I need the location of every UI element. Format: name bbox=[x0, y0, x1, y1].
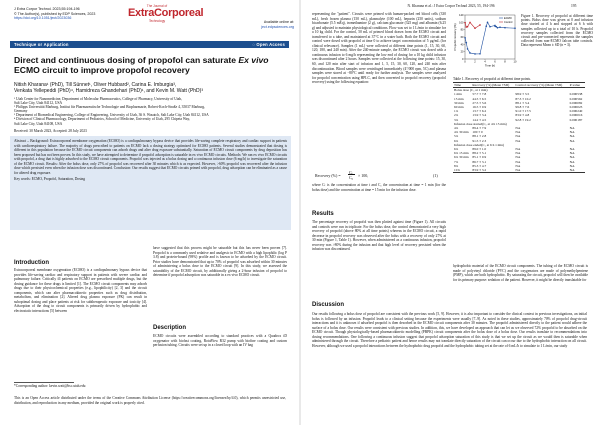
figure-1-caption: Figure 1. Recovery of propofol at different time points. Bolus dose was given at 0 and infusion dose started at 4 h and stopped at 6 h with samples collected up to a total of 10 h. Propofol recovery samples collected from the ECMO circuit and pre-connected represents the samples collected from non-ECMO falcon tube controls. Data represent Mean ± SD (n = 3). bbox=[521, 14, 593, 48]
table-header-time: Time bbox=[453, 83, 471, 88]
table-header-recovery: Recovery (%) (Mean ±SD) bbox=[471, 83, 514, 88]
data-point-ecmo bbox=[504, 27, 506, 29]
data-point-ecmo bbox=[467, 48, 469, 50]
x-axis-label: Time (h) bbox=[484, 63, 496, 68]
table-cell: NA bbox=[515, 163, 521, 168]
table-cell: NA bbox=[569, 159, 575, 164]
affiliation-1b: Salt Lake City, Utah 84112, USA bbox=[14, 101, 63, 106]
table-1 bbox=[453, 82, 585, 173]
article-title bbox=[14, 55, 294, 75]
table-cell: NA bbox=[569, 163, 575, 168]
table-cell: 0.000538 bbox=[569, 92, 583, 97]
table-cell: NA bbox=[515, 138, 521, 143]
equation-multiplier: × 100, bbox=[358, 173, 369, 178]
affiliation-1: ¹ Utah Center for Nanomedicine, Department of Molecular Pharmaceutics, College of Pharmacy, University of Utah, bbox=[14, 97, 183, 101]
table-cell: NA bbox=[515, 159, 521, 164]
title-line-2: ECMO circuit to improve propofol recovery bbox=[14, 65, 190, 75]
title-line-1: Direct and continuous dosing of propofol can saturate bbox=[14, 55, 237, 65]
open-access-badge bbox=[252, 41, 285, 48]
table-cell: 6 h 30 min bbox=[454, 155, 469, 160]
discussion-heading: Discussion bbox=[312, 302, 345, 308]
equation-lhs: Recovery (%) = bbox=[315, 173, 341, 178]
results-text: The percentage recovery of propofol was then plotted against time (Figure 1). All circuits and controls were run in triplicate. For the bolus dose, the control demonstrated a very high recovery of propofol (above 80% at all time points) whereas in the ECMO circuit, a rapid decrease in propofol recovery was observed after the bolus with a recovery of only 27% at 30 min (Figure 1, Table 1). However, when administered as a continuous infusion, propofol recovery was >80% during the infusion and that high level of recovery persisted when the infusion was discontinued. bbox=[312, 220, 446, 252]
table-cell: NA bbox=[569, 130, 575, 135]
data-point-ecmo bbox=[469, 52, 471, 54]
table-cell: 0.000016 bbox=[569, 113, 583, 118]
running-head: N. Kharana et al.: J Extra Corpor Technol 2023, 55, 194-196 bbox=[407, 4, 495, 8]
table-cell: 13.9 ± 3.4 bbox=[472, 113, 487, 118]
table-cell: 91.0 ± 17.5 bbox=[515, 109, 531, 114]
abstract-box bbox=[10, 136, 291, 230]
author-list bbox=[14, 82, 294, 94]
data-point-control bbox=[479, 24, 481, 26]
data-point-ecmo bbox=[497, 27, 499, 29]
data-point-control bbox=[474, 27, 476, 29]
affiliation-2: ² Philipps Universität Marburg, Institut für Pharmazeutische Technologie und Biopharmazie, Robert-Koch-Straße 4, 35037 Marburg, bbox=[14, 105, 205, 110]
data-point-ecmo bbox=[479, 53, 481, 55]
footnote-divider bbox=[14, 382, 74, 383]
affiliation-4b: Salt Lake City, Utah 84108, USA bbox=[14, 121, 63, 126]
license-footer: This is an Open Access article distributed under the terms of the Creative Commons Attribution License (https://creativecommons.org/licenses/by/4.0), which permits unrestricted use, distribution, and reproduction in any medium, provided the original work is properly cited. bbox=[14, 396, 286, 405]
abstract-text: Abstract – Background: Extracorporeal membrane oxygenation (ECMO) is a cardiopulmonary bypass device that provides life-saving complete respiratory and cardiac support in patients with cardiorespiratory failure. The majority of drugs prescribed to patients on ECMO lack a dosing strategy optimized for ECMO patients. Several studies demonstrated that dosing is different in this population because the ECMO circuit components can adsorb drugs and alter drug exposure substantially. Saturation of ECMO circuit components by drug deposition has been proposed but has not been proven. In this study, we have attempted to determine if propofol adsorption is saturable in ex vivo ECMO circuits. Methods: We ran ex vivo ECMO circuits with propofol, a drug that is highly adsorbed to the ECMO circuit components. Propofol was injected as a bolus dosing and a continuous infusion dose (6 mg/h) to investigate the saturation of the ECMO circuit. Results: After the bolus dose, only 27% of propofol was recovered after 30 minutes which is as expected. However, >60% propofol was recovered after the infusion dose which persisted even when the infusion dose was discontinued. Conclusion: Our results suggest that ECMO circuits primed with propofol, drug adsorption can be eliminated as a cause for altered drug exposure. bbox=[14, 139, 287, 175]
y-tick-label: 80 bbox=[460, 28, 464, 32]
figure-1-chart bbox=[453, 11, 519, 73]
data-point-ecmo bbox=[499, 26, 501, 28]
table-cell: 16.5 ± 0.9 bbox=[472, 105, 487, 110]
table-cell: 4 h bbox=[454, 126, 459, 131]
corresponding-author[interactable]: *Corresponding author: kevin.watt@hsc.utah.edu bbox=[14, 384, 86, 388]
left-page bbox=[0, 0, 299, 425]
table-cell: 83.9 ± 3.2 bbox=[471, 168, 514, 173]
table-section-label: Infusion dose started(C₀ at 4 h 15 min) bbox=[454, 121, 507, 126]
table-1-caption: Table 1. Recovery of propofol at different time points. bbox=[453, 77, 531, 81]
table-cell: 0.000082 bbox=[569, 100, 583, 105]
table-cell: NA bbox=[569, 155, 575, 160]
table-cell: 1 h bbox=[454, 109, 459, 114]
data-point-control bbox=[464, 22, 466, 24]
equation-denominator: C₀ bbox=[349, 175, 354, 180]
legend-label: Control bbox=[504, 21, 513, 24]
table-cell: 85.1 ± 0.9 bbox=[472, 155, 487, 160]
table-cell: 100 ± 0 bbox=[472, 130, 483, 135]
journal-url-link[interactable]: ject.edpsciences.org bbox=[261, 24, 294, 29]
table-row bbox=[453, 168, 585, 173]
y-tick-label: 40 bbox=[460, 43, 464, 47]
table-cell: 15 min bbox=[454, 96, 464, 101]
data-point-ecmo bbox=[487, 22, 489, 24]
table-cell: NA bbox=[569, 138, 575, 143]
x-tick-label: 10 bbox=[513, 60, 517, 64]
table-cell: 85.3 ± 4.7 bbox=[472, 163, 487, 168]
y-axis-label: Propofol recovery (%) bbox=[453, 23, 457, 51]
doi-link[interactable]: https://doi.org/10.1051/ject/2023036 bbox=[14, 16, 72, 21]
table-cell: 86.7 ± 3.1 bbox=[472, 159, 487, 164]
table-cell: NA bbox=[569, 126, 575, 131]
table-cell: 44.5 ± 6.5 bbox=[472, 96, 487, 101]
table-cell: 88.1 ± 2.8 bbox=[472, 134, 487, 139]
right-page bbox=[301, 0, 600, 425]
affiliation-2b: Germany bbox=[14, 109, 28, 114]
table-cell: 6 h bbox=[454, 147, 459, 152]
x-tick-label: 4 bbox=[484, 60, 486, 64]
data-point-control bbox=[469, 22, 471, 24]
recovery-equation bbox=[315, 170, 445, 182]
x-tick-label: 8 bbox=[504, 60, 506, 64]
description-text: ECMO circuits were assembled according to standard practices with a Quadrox iD oxygenator with biofast coating, RotaFlow R32 pump with biofine coating and custom perfusion tubing. Circuits were set up in a closed loop with an IV bag bbox=[153, 334, 287, 348]
authors-line-2: Venkata Yellepeddi (PhD)⁴, Hamidreza Ghandehari (PhD)¹, and Kevin M. Watt (PhD)³ bbox=[14, 88, 203, 94]
table-cell: NA bbox=[515, 130, 521, 135]
availability bbox=[226, 20, 294, 29]
affiliations bbox=[14, 97, 294, 126]
table-cell: 8 h bbox=[454, 163, 459, 168]
table-cell: 5 h bbox=[454, 134, 459, 139]
methods-text: representing the "patient". Circuits were primed with human-packed red blood cells (330 mL), fresh frozen plasma (150 mL), plasmalyte (100 mL), heparin (250 units), sodium bicarbonate (5.5 mEq), tromethamine (2 g), calcium gluconate (325 mg) and albumin (6.25 g) and adjusted to maintain physiological conditions. Flow was set to 1 L/min to simulate for a 10 kg child. For the control, 50 mL of primed blood drawn from the ECMO circuit and transferred to a tube, and maintained at 37°C in a water bath. Both the ECMO circuit and control were dosed with propofol at time 0 to achieve target concentration of 5 µg/mL (for clinical relevance). Samples (1 mL) were collected at different time points (1, 15, 30, 60, 120, 180, and 240 min). After the 240-minute sample, the ECMO circuit was dosed with a continuous infusion to 6 mg/h representing the low end of dosing for a 10 kg child infusion was discontinued after 2 hours. Samples were collected at the following time points: 15, 30, 60, and 120 min after start of infusion and 1, 5, 15, 30, 60, 120, and 240 min after discontinuation. Blood samples were centrifuged immediately (4°/000 rpm, 5C) and plasma samples were stored at −80°C until ready for further analysis. The samples were analyzed for propofol concentration using HPLC, and then converted to propofol recovery (propofol recovery) using the following equation: bbox=[312, 12, 446, 85]
available-label: Available online at: bbox=[263, 20, 294, 24]
table-cell: 57.7 ± 7.8 bbox=[472, 92, 487, 97]
y-tick-label: 100 bbox=[459, 21, 464, 25]
journal-line-2: © The Author(s), published by EDP Sciences, 2023 bbox=[14, 11, 96, 16]
table-cell: NA bbox=[515, 147, 521, 152]
table-cell: 89.0 ± 1.0 bbox=[472, 147, 487, 152]
table-header-control: Control recovery (%) (Mean ±SD) bbox=[514, 83, 568, 88]
section-label: Technique or Application bbox=[14, 42, 69, 47]
table-cell: NA bbox=[569, 134, 575, 139]
table-header-pvalue: P-value bbox=[569, 83, 585, 88]
table-section-label: Bolus dose (C₀ at 1 min) bbox=[454, 88, 488, 93]
table-cell: 30 min bbox=[454, 100, 464, 105]
x-tick-label: 6 bbox=[494, 60, 496, 64]
table-cell: NA bbox=[515, 155, 521, 160]
table-cell: 4 h 30 min bbox=[454, 130, 469, 135]
y-tick-label: 120 bbox=[459, 14, 464, 17]
table-cell: 6 h 15 min bbox=[454, 151, 469, 156]
table-cell: NA bbox=[515, 151, 521, 156]
data-point-ecmo bbox=[465, 42, 467, 44]
x-tick-label: 0 bbox=[464, 60, 466, 64]
section-banner bbox=[10, 41, 289, 48]
journal-line-1: J Extra Corpor Technol. 2023;55:194-196 bbox=[14, 7, 80, 11]
open-access-label: Open Access bbox=[256, 42, 285, 47]
table-cell: NA bbox=[514, 168, 568, 173]
table-cell: 2 h bbox=[454, 113, 459, 118]
journal-citation bbox=[14, 7, 124, 21]
open-access-icon: ◌ bbox=[252, 42, 257, 47]
data-point-control bbox=[467, 26, 469, 28]
table-cell: 7 h bbox=[454, 159, 459, 164]
equation-explanation: where Cₜ is the concentration at time t and C₀ the concentration at time = 1 min (for the bolus dose) and the concentration at time = 15 min for the infusion dose. bbox=[312, 183, 446, 192]
journal-logo bbox=[128, 4, 204, 23]
data-point-ecmo bbox=[485, 25, 487, 27]
table-cell: NA bbox=[569, 168, 585, 173]
table-cell: 89.4 ± 7.9 bbox=[472, 126, 487, 131]
table-cell: 0.000187 bbox=[569, 117, 583, 122]
logo-bottom-text: Technology bbox=[148, 19, 166, 23]
table-cell: 98.9 ± 3.5 bbox=[515, 92, 530, 97]
table-cell: 91.5 ± 2.3 bbox=[472, 138, 487, 143]
table-cell: 1 min bbox=[454, 92, 462, 97]
affiliation-4: ⁴ Division of Clinical Pharmacology, Department of Pediatrics, School of Medicine, University of Utah, 295 Chipeta Way, bbox=[14, 117, 190, 122]
table-cell: 14.2 ± 4.5 bbox=[472, 117, 487, 122]
affiliation-3: ³ Department of Biomedical Engineering, College of Engineering, University of Utah, 36 S. Wasatch, Salt Lake City, Utah 84112, USA bbox=[14, 113, 209, 118]
table-cell: 6 h bbox=[454, 138, 459, 143]
discussion-text: Our results following a bolus dose of propofol are consistent with the previous work [5, 9]. However, it is also important to consider the clinical context in previous investigations, an initial bolus is followed by an infusion. Propofol leads to a clinical setting because the experiments were usually [7–9]. As noted in these studies, approximately 70% of propofol drug-circuit interactions and it is unknown if adsorbed propofol is then desorbed in the ECMO circuit components after 30 minutes. The propofol administered directly to the patient would adhere the surface of a bolus dose. Our results were consistent with previous studies. In addition, this, we have developed an approach that can let us we observed 72% propofol to be absorbed on the ECMO circuit. Though physiologically-based pharmacokinetic modelling (PBPK) circuit components after the bolus dose of a bolus dose. Our results translate to recommendations into dosing recommendations. One following a continuous infusion suggest that propofol adsorption saturation of this study is that we set up the circuit as we would then is saturable when administered through the circuit. Therefore a pediatric patient and hence results may not translate directly saturation of the circuit can occur due to the hydrophobic interaction on all circuit. However, although we used a propofol interactions between the hydrophobic drug propofol and the hydrophobic tubing set at the rate of 6 mL/h to simulate to 1 L/min, our study bbox=[312, 312, 587, 348]
table-cell: 27.5 ± 5.6 bbox=[472, 100, 487, 105]
introduction-heading: Introduction bbox=[14, 260, 49, 266]
received-dates: Received: 30 March 2023, Accepted: 28 July 2023 bbox=[14, 129, 87, 133]
logo-top-text: The Journal of bbox=[146, 4, 168, 8]
table-cell: 10 h bbox=[453, 168, 471, 173]
description-heading: Description bbox=[153, 325, 187, 331]
table-cell: NA bbox=[569, 147, 575, 152]
equation-number: (1) bbox=[433, 173, 438, 178]
equation-numerator: Cₜ bbox=[349, 170, 353, 175]
data-point-ecmo bbox=[514, 27, 516, 29]
data-point-ecmo bbox=[464, 37, 466, 39]
table-section-label: Infusion dose ended(C₀ at 6 h 1 min) bbox=[454, 142, 505, 147]
table-cell: 83.9 ± 4.8 bbox=[515, 113, 530, 118]
introduction-col1: Extracorporeal membrane oxygenation (ECMO) is a cardiopulmonary bypass device that provides life-saving cardiac and respiratory support in patients with severe cardiac and pulmonary failure. Critically ill patients on ECMO are prescribed multiple drugs, but the dosing guidance for these drugs is limited [1]. The ECMO circuit components may adsorb drugs due to their physicochemical properties (e.g., lipophilicity) [2, 3] and the circuit components, which can alter pharmacokinetic properties such as drug distribution, metabolism, and elimination [2]. Altered drug plasma exposure (PK) can result in suboptimal dosing and place patients at risk for subtherapeutic exposure and toxicity [4]. Adsorption of the drug to circuit components is primarily driven by hydrophobic and electrostatic interactions [5] between bbox=[14, 268, 147, 313]
table-cell: 0.000562 bbox=[569, 96, 583, 101]
table-cell: NA bbox=[569, 151, 575, 156]
right-column-text: hydrophobic material of the ECMO circuit components. The tubing of the ECMO circuit is made of polyvinyl chloride (PVC) and the oxygenators are made of polymethylpentene (PMP), which are both hydrophobic. By saturating the circuit, propofol will then be available for its primary purpose: sedation of the patient. However, it might be directly translatable for bbox=[453, 264, 588, 282]
table-cell: 99.8 ± 7.6 bbox=[515, 105, 530, 110]
table-cell: 87.3 ± 10.2 bbox=[515, 96, 531, 101]
y-tick-label: 20 bbox=[460, 50, 464, 54]
data-point-ecmo bbox=[489, 26, 491, 28]
table-cell: 0.000240 bbox=[569, 109, 583, 114]
results-heading: Results bbox=[312, 211, 334, 217]
page-number: 195 bbox=[571, 4, 577, 8]
introduction-col2: have suggested that this process might be saturable but this has never been proven [7]. Propofol is a commonly used sedative and analgesic in ECMO with a high lipophilic (log P 3.8) and protein-bound (98%) profile and is known to be adsorbed by the ECMO circuit. Prior studies have demonstrated that up to 70% of propofol was adsorbed within 30 minutes of administering a bolus dose to the ECMO circuit [9]. In this study, we assessed the saturability of the ECMO circuit, by additionally giving a 2-hour infusion of propofol to determine if propofol adsorption was saturable in a ex vivo ECMO circuit. bbox=[153, 246, 287, 278]
legend-label: ECMO bbox=[504, 17, 512, 20]
authors-line-1: Nitish Kharana¹ (PhD), Till Sünnet¹, Oliver Hubbard², Carina E. Imburgia³, bbox=[14, 82, 177, 88]
logo-main-text: ExtraCorporeal bbox=[128, 7, 204, 19]
data-point-ecmo bbox=[495, 26, 497, 28]
table-cell: 0.000023 bbox=[569, 105, 583, 110]
y-tick-label: 0 bbox=[462, 58, 464, 61]
data-point-ecmo bbox=[474, 53, 476, 55]
table-cell: NA bbox=[515, 126, 521, 131]
table-cell: 13.7 ± 6.2 bbox=[472, 109, 487, 114]
table-cell: 88.2 ± 5.1 bbox=[472, 151, 487, 156]
table-cell: 92.8 ± 19.2 bbox=[515, 117, 531, 122]
key-words: Key words: ECMO, Propofol, Saturation, Dosing bbox=[14, 177, 86, 182]
table-cell: 3 h bbox=[454, 117, 459, 122]
x-tick-label: 2 bbox=[474, 60, 476, 64]
title-italic: Ex vivo bbox=[238, 55, 269, 65]
table-cell: 60 min bbox=[454, 105, 464, 110]
table-cell: 88.1 ± 3.4 bbox=[515, 100, 530, 105]
table-cell: NA bbox=[515, 134, 521, 139]
y-tick-label: 60 bbox=[460, 36, 464, 39]
